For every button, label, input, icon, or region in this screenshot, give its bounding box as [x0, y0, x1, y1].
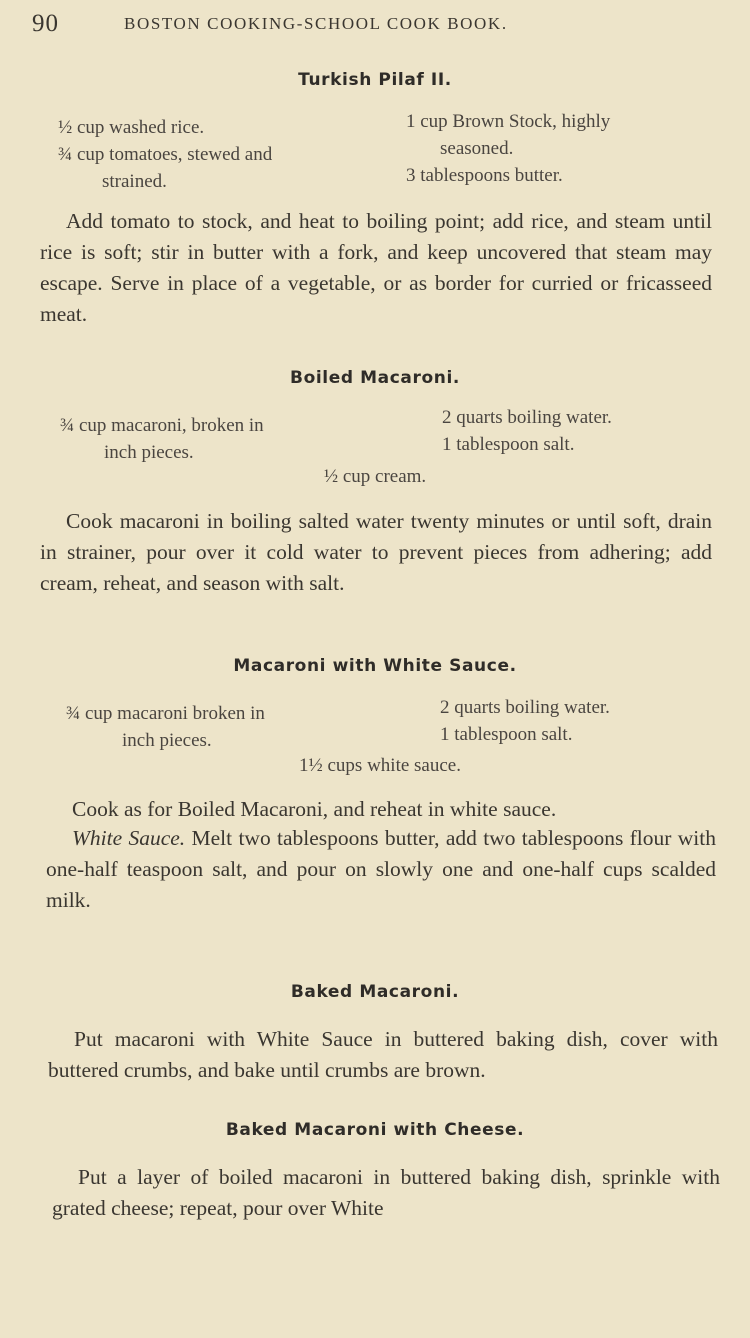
ingredient-line: ¾ cup macaroni broken in [66, 703, 265, 724]
ingredient-list-left [58, 114, 272, 195]
note-label: White Sauce. [72, 826, 186, 850]
recipe-title: Baked Macaroni with Cheese. [225, 1120, 525, 1140]
ingredient-list-left [60, 412, 264, 466]
ingredient-line: 3 tablespoons butter. [406, 165, 563, 186]
ingredient-list-right [406, 108, 610, 189]
ingredient-line: inch pieces. [104, 442, 194, 463]
recipe-directions [52, 1162, 720, 1224]
paragraph: Add tomato to stock, and heat to boiling point; add rice, and steam until rice is soft; stir in butter with a fork, and keep uncovered that steam may escape. Serve in place of a vegetable, or as border for curried or fricasseed meat. [40, 209, 712, 326]
paragraph: Cook macaroni in boiling salted water twenty minutes or until soft, drain in strainer, pour over it cold water to prevent pieces from adhering; add cream, reheat, and season with salt. [40, 509, 712, 595]
ingredient-line: 2 quarts boiling water. [442, 407, 612, 428]
book-title: BOSTON COOKING-SCHOOL COOK BOOK. [124, 14, 508, 33]
running-head [32, 10, 732, 40]
ingredient-line: 1 tablespoon salt. [442, 434, 575, 455]
ingredient-line: inch pieces. [122, 730, 212, 751]
recipe-directions [40, 506, 712, 599]
ingredient-line: 1 tablespoon salt. [440, 724, 573, 745]
ingredient-line: 2 quarts boiling water. [440, 697, 610, 718]
paragraph: Cook as for Boiled Macaroni, and reheat in white sauce. [72, 797, 557, 821]
note-text: Melt two tablespoons butter, add two tablespoons flour with one-half teaspoon salt, and pour on slowly one and one-half cups scalded milk. [46, 826, 716, 912]
recipe-title: Turkish Pilaf II. [298, 70, 452, 90]
paragraph: Put macaroni with White Sauce in buttered baking dish, cover with buttered crumbs, and bake until crumbs are brown. [48, 1027, 718, 1082]
ingredient-line: seasoned. [440, 138, 514, 159]
recipe-title: Baked Macaroni. [290, 982, 460, 1002]
ingredient-line-center: 1½ cups white sauce. [299, 755, 461, 776]
recipe-title: Macaroni with White Sauce. [233, 656, 517, 676]
recipe-directions [46, 794, 716, 916]
ingredient-line: ½ cup washed rice. [58, 117, 205, 138]
ingredient-list-right [442, 404, 612, 458]
recipe-title: Boiled Macaroni. [290, 368, 460, 388]
ingredient-line: 1 cup Brown Stock, highly [406, 111, 611, 132]
ingredient-list-right [440, 694, 610, 748]
ingredient-line: ¾ cup macaroni, broken in [60, 415, 264, 436]
page-number: 90 [32, 10, 59, 37]
paragraph: Put a layer of boiled macaroni in buttered baking dish, sprinkle with grated cheese; repeat, pour over White [52, 1165, 720, 1220]
ingredient-line: strained. [102, 171, 167, 192]
white-sauce-note [46, 823, 716, 916]
recipe-directions [48, 1024, 718, 1086]
recipe-directions [40, 206, 712, 330]
ingredient-line-center: ½ cup cream. [323, 466, 427, 487]
ingredient-list-left [66, 700, 265, 754]
ingredient-line: ¾ cup tomatoes, stewed and [58, 144, 273, 165]
